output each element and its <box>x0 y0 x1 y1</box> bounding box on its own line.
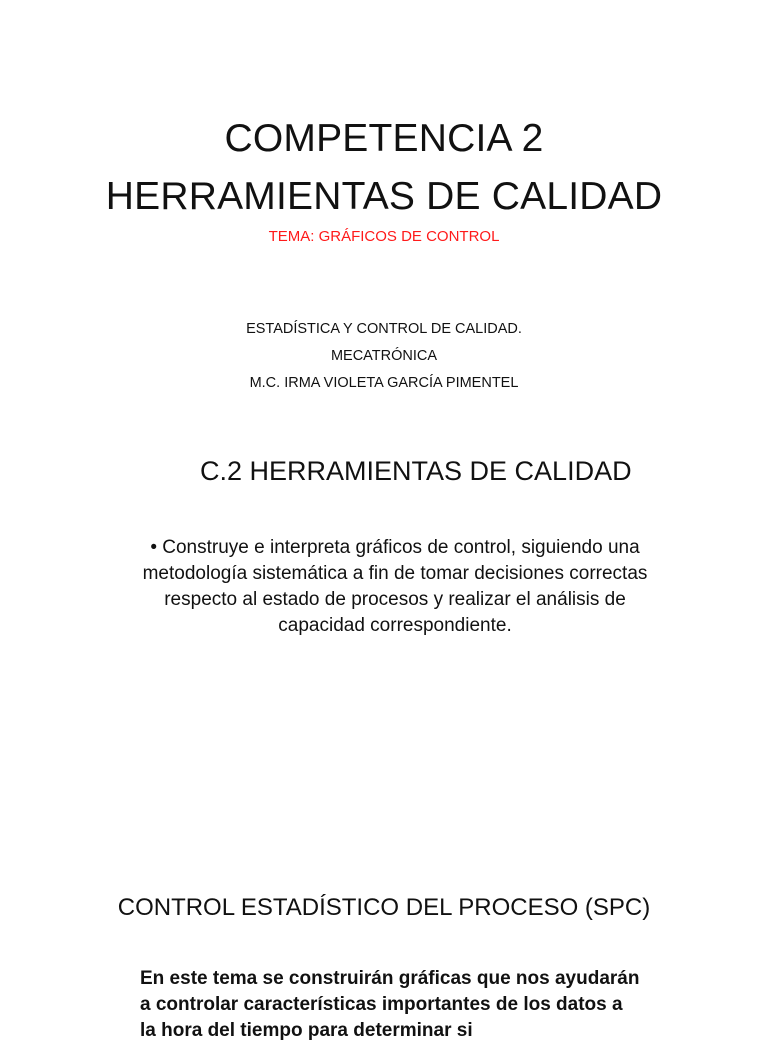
course-name: ESTADÍSTICA Y CONTROL DE CALIDAD. <box>246 321 522 337</box>
program-name: MECATRÓNICA <box>330 348 438 364</box>
slide-heading: CONTROL ESTADÍSTICO DEL PROCESO (SPC) <box>117 894 651 921</box>
credits-block <box>0 316 768 397</box>
topic-subtitle: TEMA: GRÁFICOS DE CONTROL <box>268 228 500 245</box>
title-line-1: COMPETENCIA 2 <box>224 117 544 160</box>
author-name: M.C. IRMA VIOLETA GARCÍA PIMENTEL <box>249 375 519 391</box>
body-paragraph: En este tema se construirán gráficas que nos ayudarán a controlar características importantes de los datos a la hora del tiempo para determinar si <box>140 968 640 1041</box>
slide-spc <box>0 864 768 1041</box>
slide-heading: C.2 HERRAMIENTAS DE CALIDAD <box>200 456 632 486</box>
bullet-paragraph: • Construye e interpreta gráficos de control, siguiendo una metodología sistemática a fin de tomar decisiones correctas respecto al estado de procesos y realizar el análisis de capacidad correspondiente. <box>142 537 648 636</box>
slide-title-heading <box>0 110 768 226</box>
title-line-2: HERRAMIENTAS DE CALIDAD <box>105 175 663 218</box>
slide-competency <box>0 432 768 864</box>
slide-title <box>0 0 768 432</box>
